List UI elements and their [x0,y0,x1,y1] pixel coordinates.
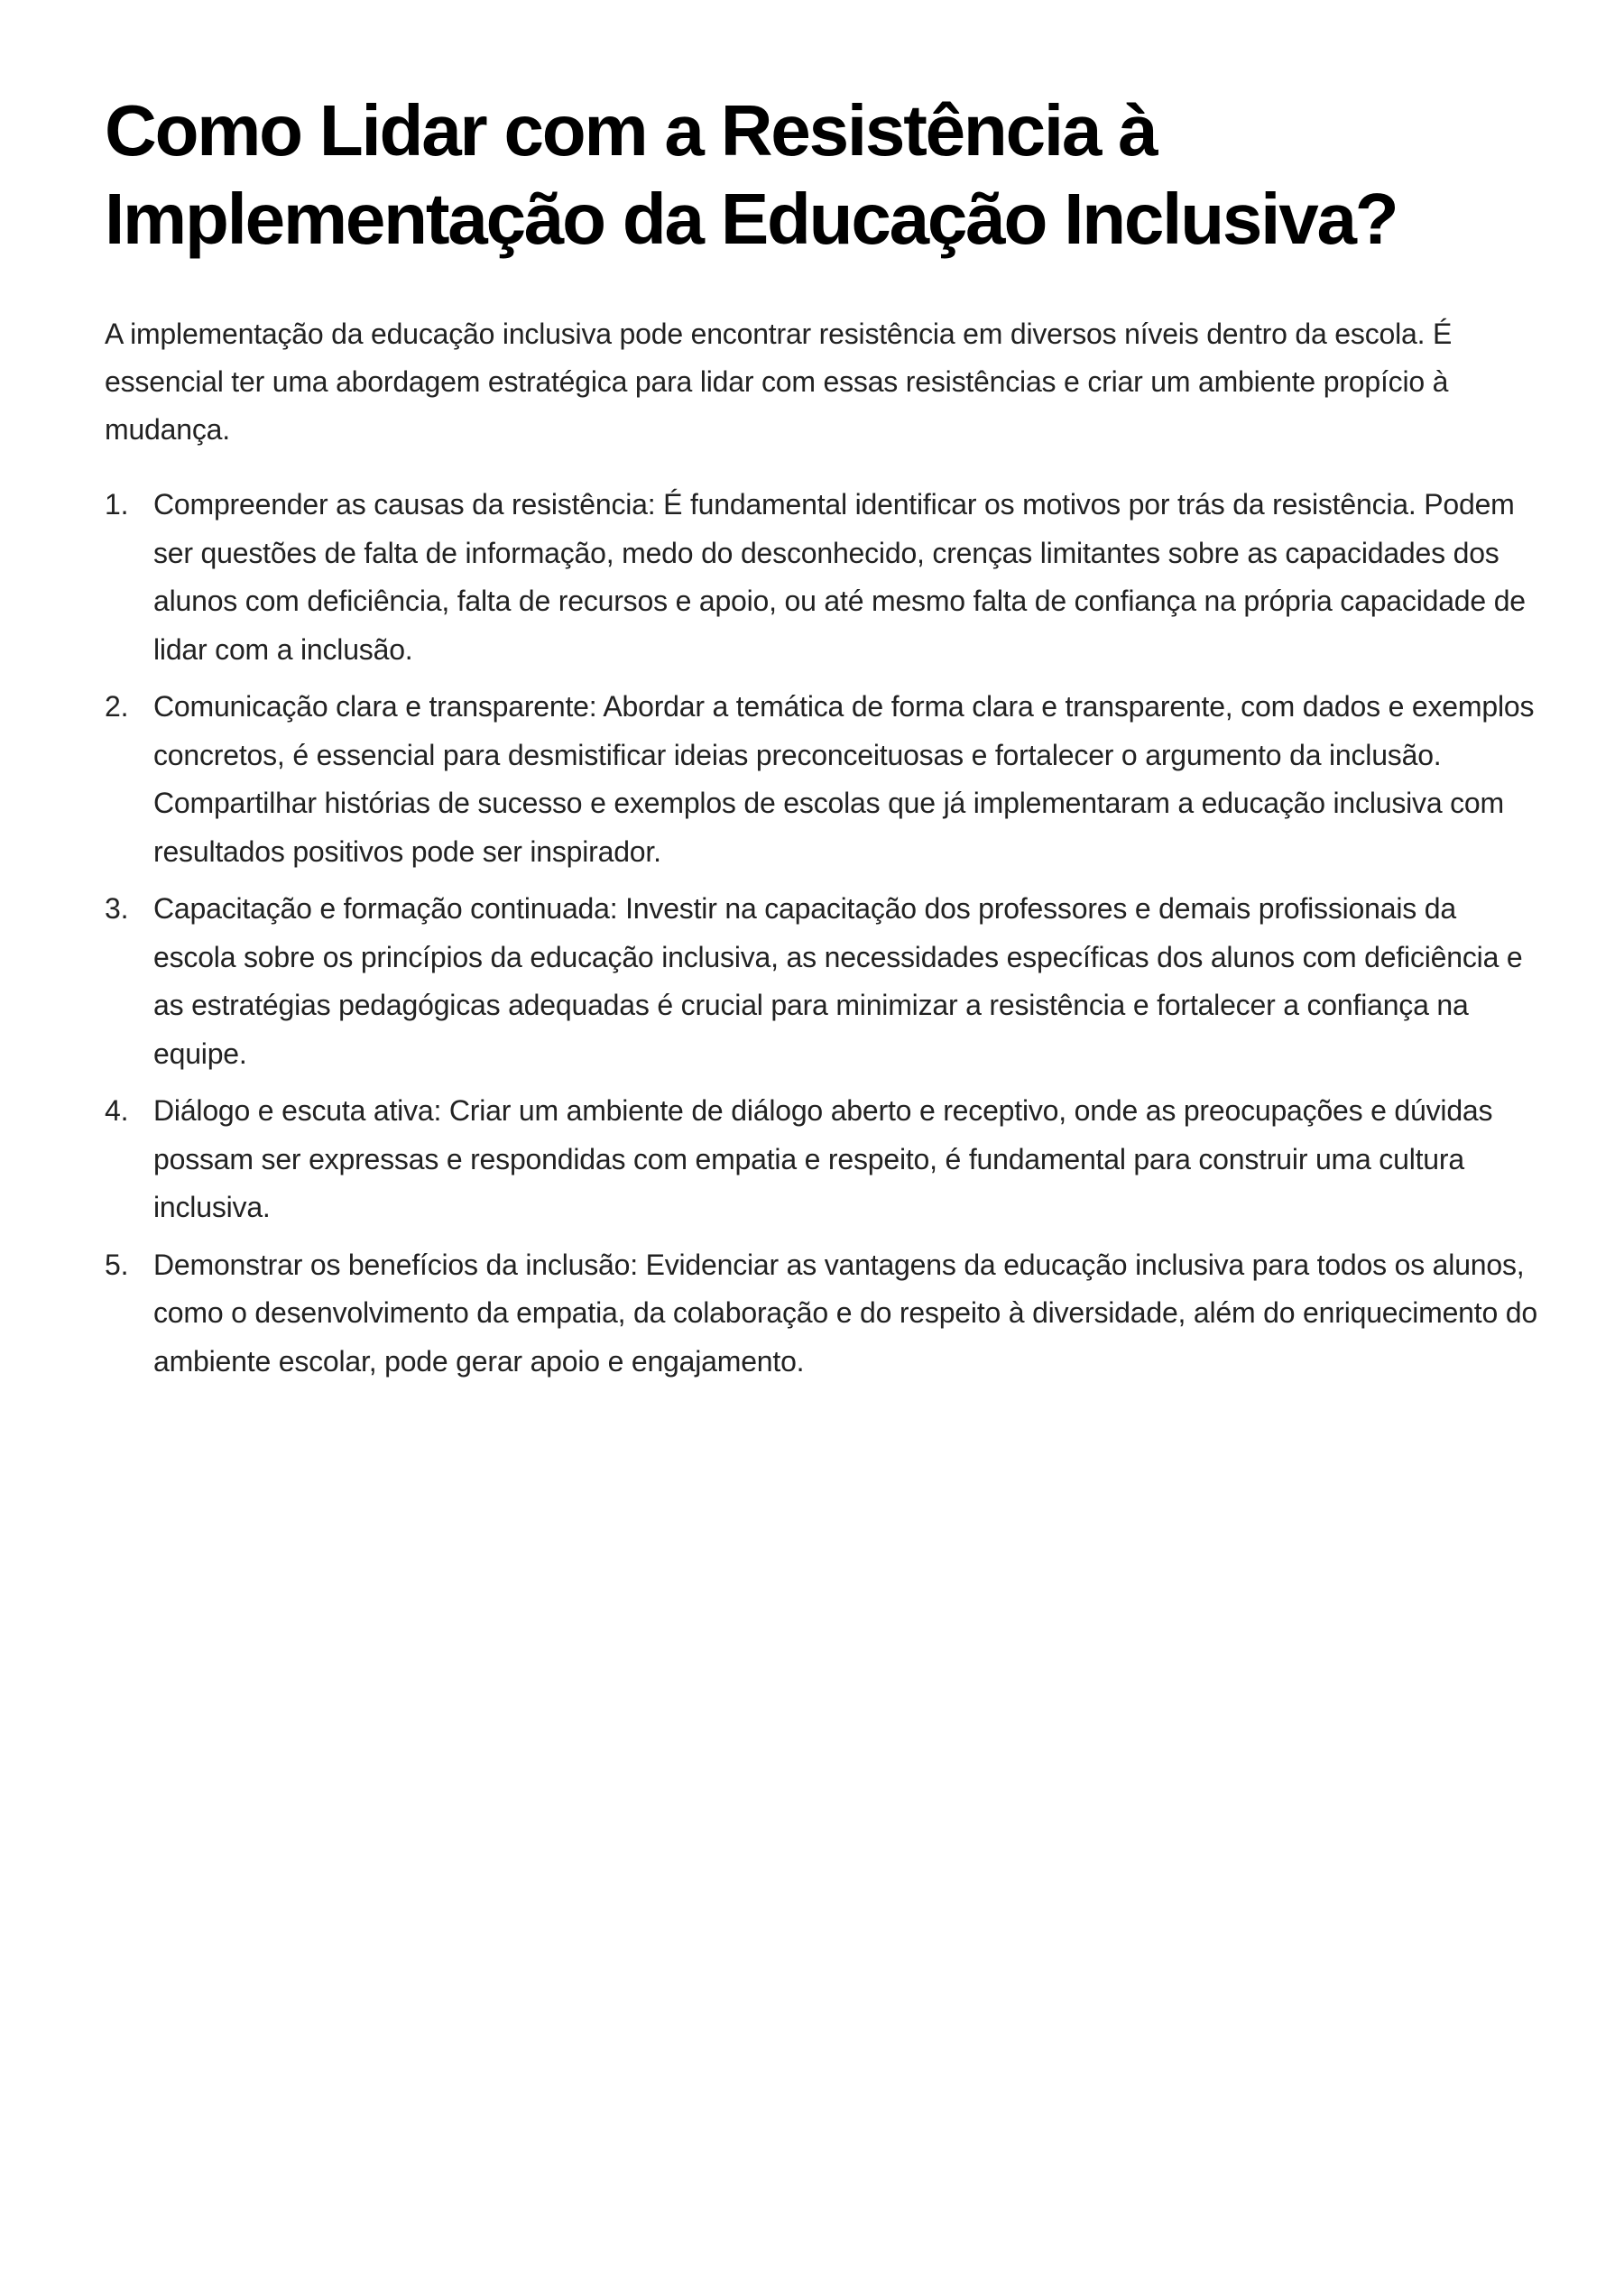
list-item [105,885,1539,1078]
page-title: Como Lidar com a Resistência à Implementação da Educação Inclusiva? [105,90,1398,259]
list-item [105,1241,1539,1387]
list-item-number: 4. [105,1094,129,1127]
list-item [105,683,1539,876]
list-item-text: Comunicação clara e transparente: Abordar a temática de forma clara e transparente, com dados e exemplos concretos, é essencial para desmistificar ideias preconceituosas e fortalecer o argumento da inclusão. Compartilhar histórias de sucesso e exemplos de escolas que já implementaram a educação inclusiva com resultados positivos pode ser inspirador. [153,690,1535,868]
intro-paragraph: A implementação da educação inclusiva pode encontrar resistência em diversos níveis dentro da escola. É essencial ter uma abordagem estratégica para lidar com essas resistências e criar um ambiente propício à mudança. [105,318,1453,446]
list-item-number: 1. [105,488,129,521]
list-item-text: Compreender as causas da resistência: É fundamental identificar os motivos por trás da resistência. Podem ser questões de falta de informação, medo do desconhecido, crenças limitantes sobre as capacidades dos alunos com deficiência, falta de recursos e apoio, ou até mesmo falta de confiança na própria capacidade de lidar com a inclusão. [153,488,1526,666]
list-item-text: Diálogo e escuta ativa: Criar um ambiente de diálogo aberto e receptivo, onde as preocupações e dúvidas possam ser expressas e respondidas com empatia e respeito, é fundamental para construir uma cultura inclusiva. [153,1094,1493,1223]
document-page [105,87,1539,1395]
list-item-text: Capacitação e formação continuada: Investir na capacitação dos professores e demais profissionais da escola sobre os princípios da educação inclusiva, as necessidades específicas dos alunos com deficiência e as estratégias pedagógicas adequadas é crucial para minimizar a resistência e fortalecer a confiança na equipe. [153,892,1523,1070]
list-item [105,1087,1539,1232]
list-item-number: 5. [105,1248,129,1281]
strategy-list [105,481,1539,1386]
list-item-number: 3. [105,892,129,925]
list-item [105,481,1539,674]
list-item-text: Demonstrar os benefícios da inclusão: Evidenciar as vantagens da educação inclusiva para todos os alunos, como o desenvolvimento da empatia, da colaboração e do respeito à diversidade, além do enriquecimento do ambiente escolar, pode gerar apoio e engajamento. [153,1248,1537,1378]
list-item-number: 2. [105,690,129,723]
